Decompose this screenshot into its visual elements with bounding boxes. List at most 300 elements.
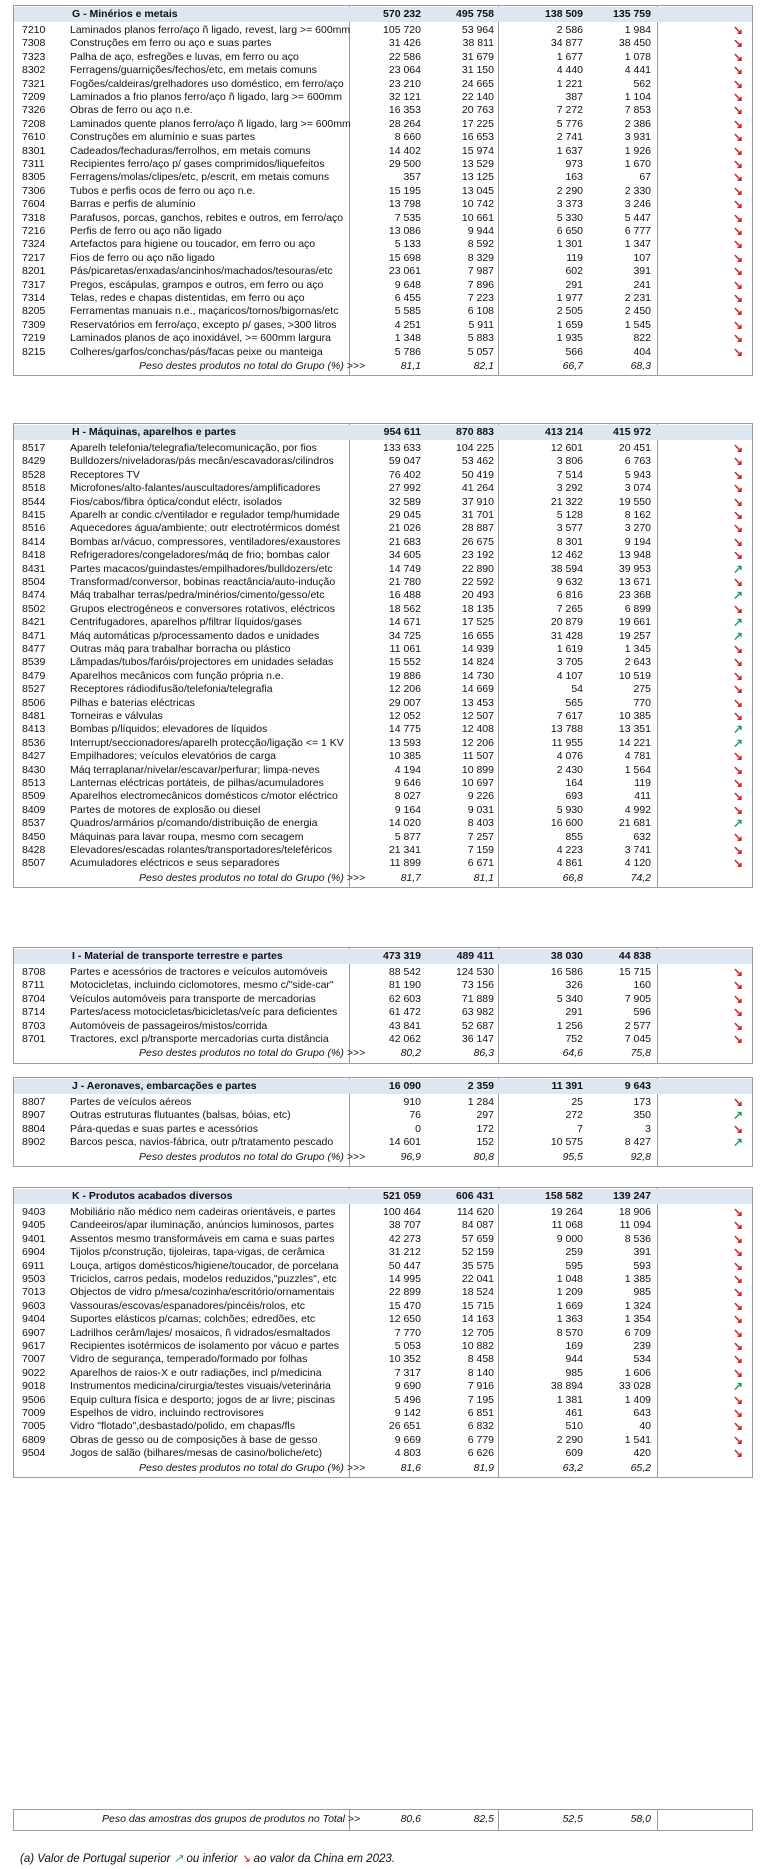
value-cell: 21 322	[550, 495, 583, 508]
product-code: 9405	[22, 1219, 46, 1232]
value-cell: 239	[633, 1340, 651, 1352]
table-row	[14, 1340, 752, 1353]
table-row	[14, 346, 752, 359]
product-code: 8415	[22, 509, 46, 521]
table-row	[14, 1353, 752, 1366]
product-description: Tubos e perfis ocos de ferro ou aço n.e.	[70, 184, 256, 197]
value-cell: 1 324	[624, 1299, 651, 1312]
value-cell: 10 697	[461, 777, 494, 789]
section-header	[14, 1079, 752, 1094]
value-cell: 169	[565, 1340, 583, 1352]
value-cell: 3 373	[556, 198, 583, 211]
value-cell: 4 440	[556, 64, 583, 77]
value-cell: 33 028	[618, 1380, 651, 1393]
product-description: Aparelhos electromecânicos domésticos c/motor eléctrico	[70, 790, 338, 803]
arrow-down-icon: ↘	[733, 1032, 744, 1046]
value-cell: 164	[565, 777, 583, 789]
value-cell: 16 586	[550, 966, 583, 978]
value-cell: 16 488	[388, 589, 421, 602]
value-cell: 14 939	[461, 643, 494, 655]
group-share-value: 81,9	[473, 1461, 494, 1474]
value-cell: 13 045	[461, 184, 494, 197]
value-cell: 62 603	[388, 992, 421, 1005]
table-row	[14, 589, 752, 602]
arrow-down-icon: ↘	[733, 90, 744, 104]
table-row	[14, 603, 752, 616]
product-code: 7324	[22, 238, 46, 251]
section-title: G - Minérios e metais	[72, 8, 178, 20]
value-cell: 1 048	[556, 1273, 583, 1285]
table-row	[14, 710, 752, 723]
value-cell: 2 430	[556, 763, 583, 776]
value-cell: 9 031	[467, 803, 494, 816]
value-cell: 2 577	[624, 1019, 651, 1032]
value-cell: 259	[565, 1246, 583, 1259]
value-cell: 7 916	[467, 1380, 494, 1393]
table-row	[14, 198, 752, 211]
value-cell: 13 788	[550, 723, 583, 736]
value-cell: 595	[565, 1259, 583, 1272]
product-code: 8481	[22, 710, 46, 722]
value-cell: 1 409	[624, 1393, 651, 1406]
group-share-value: 92,8	[630, 1150, 651, 1163]
value-cell: 693	[565, 790, 583, 803]
value-cell: 3 246	[624, 198, 651, 211]
arrow-down-icon: ↘	[733, 23, 744, 37]
group-share-value: 81,7	[400, 871, 421, 884]
value-cell: 22 899	[388, 1286, 421, 1299]
value-cell: 1 984	[624, 24, 651, 36]
table-row	[14, 697, 752, 710]
table-row	[14, 1123, 752, 1136]
arrow-down-icon: ↘	[240, 1853, 251, 1865]
value-cell: 19 550	[618, 495, 651, 508]
arrow-down-icon: ↘	[733, 304, 744, 319]
value-cell: 15 698	[388, 251, 421, 264]
group-share-value: 81,1	[473, 871, 494, 884]
product-code: 8902	[22, 1136, 46, 1149]
value-cell: 3 292	[556, 482, 583, 495]
value-cell: 1 619	[556, 643, 583, 655]
value-cell: 119	[566, 251, 583, 264]
product-code: 8516	[22, 522, 46, 535]
arrow-down-icon: ↘	[733, 183, 744, 198]
section-I	[13, 947, 753, 1064]
product-description: Fogões/caldeiras/grelhadores uso doméstico, em ferro/aço	[70, 77, 344, 90]
table-row	[14, 764, 752, 777]
arrow-down-icon: ↘	[733, 1446, 744, 1461]
value-cell: 4 076	[556, 750, 583, 763]
value-cell: 35 575	[461, 1259, 494, 1272]
table-row	[14, 1327, 752, 1340]
arrow-down-icon: ↘	[733, 36, 744, 51]
table-row	[14, 332, 752, 345]
product-description: Suportes elásticos p/camas; colchões; edredões, etc	[70, 1313, 316, 1326]
value-cell: 7 272	[556, 104, 583, 117]
table-row	[14, 563, 752, 576]
product-code: 9404	[22, 1313, 46, 1326]
section-H	[13, 423, 753, 888]
product-code: 8205	[22, 305, 46, 318]
product-code: 7326	[22, 104, 46, 117]
section-total: 870 883	[456, 426, 494, 438]
value-cell: 16 600	[550, 817, 583, 830]
value-cell: 42 062	[388, 1033, 421, 1045]
product-description: Equip cultura física e desporto; jogos de ar livre; piscinas	[70, 1393, 335, 1406]
table-row	[14, 993, 752, 1006]
product-description: Partes/acess motocicletas/bicicletas/veíc para deficientes	[70, 1006, 338, 1019]
product-description: Laminados a frio planos ferro/aço ñ ligado, larg >= 600mm	[70, 91, 342, 103]
value-cell: 21 780	[388, 576, 421, 588]
section-total: 495 758	[456, 8, 494, 20]
value-cell: 43 841	[388, 1019, 421, 1032]
product-code: 8509	[22, 790, 46, 803]
product-description: Mobiliário não médico nem cadeiras orientáveis, e partes	[70, 1206, 336, 1218]
value-cell: 124 530	[456, 966, 494, 978]
table-row	[14, 131, 752, 144]
product-code: 7323	[22, 50, 46, 63]
value-cell: 20 451	[618, 442, 651, 454]
table-row	[14, 252, 752, 265]
value-cell: 1 284	[467, 1096, 494, 1108]
arrow-down-icon: ↘	[733, 789, 744, 804]
product-code: 9503	[22, 1273, 46, 1285]
value-cell: 53 462	[461, 455, 494, 468]
product-code: 8428	[22, 844, 46, 856]
arrow-down-icon: ↘	[733, 749, 744, 764]
product-description: Recipientes ferro/aço p/ gases comprimidos/liquefeitos	[70, 158, 325, 170]
footnote	[20, 1851, 395, 1865]
arrow-down-icon: ↘	[733, 843, 744, 857]
product-code: 6809	[22, 1433, 46, 1446]
value-cell: 562	[633, 77, 651, 90]
product-code: 8421	[22, 616, 46, 629]
section-total: 158 582	[545, 1190, 583, 1202]
value-cell: 5 330	[556, 211, 583, 224]
value-cell: 9 648	[394, 278, 421, 291]
arrow-down-icon: ↘	[733, 481, 744, 496]
arrow-down-icon: ↘	[733, 1419, 744, 1434]
value-cell: 14 163	[461, 1313, 494, 1326]
value-cell: 5 911	[468, 318, 494, 331]
value-cell: 2 505	[556, 305, 583, 318]
value-cell: 1 670	[624, 158, 651, 170]
value-cell: 9 669	[394, 1433, 421, 1446]
value-cell: 8 592	[467, 238, 494, 251]
value-cell: 1 348	[394, 332, 421, 345]
value-cell: 461	[565, 1407, 583, 1419]
value-cell: 59 047	[388, 455, 421, 468]
value-cell: 6 108	[467, 305, 494, 318]
value-cell: 770	[633, 696, 651, 709]
value-cell: 4 223	[556, 844, 583, 856]
value-cell: 50 447	[388, 1259, 421, 1272]
value-cell: 5 128	[556, 509, 583, 521]
product-description: Vassouras/escovas/espanadores/pincéis/rolos, etc	[70, 1299, 306, 1312]
value-cell: 643	[633, 1407, 651, 1419]
value-cell: 16 653	[461, 131, 494, 144]
table-row	[14, 683, 752, 696]
arrow-up-icon: ↗	[733, 1135, 744, 1150]
value-cell: 6 671	[467, 857, 494, 870]
value-cell: 1 926	[624, 144, 651, 157]
value-cell: 2 330	[624, 184, 651, 197]
section-total: 135 759	[613, 8, 651, 20]
value-cell: 14 221	[618, 736, 651, 749]
value-cell: 38 450	[618, 37, 651, 50]
product-code: 8804	[22, 1122, 46, 1135]
arrow-down-icon: ↘	[733, 1392, 744, 1407]
value-cell: 275	[633, 683, 651, 696]
value-cell: 8 027	[394, 790, 421, 803]
product-description: Assentos mesmo transformáveis em cama e suas partes	[70, 1232, 335, 1245]
value-cell: 2 450	[624, 305, 651, 318]
product-code: 8517	[22, 442, 46, 454]
table-row	[14, 522, 752, 535]
product-description: Ferragens/guarnições/fechos/etc, em metais comuns	[70, 64, 317, 77]
value-cell: 6 851	[467, 1407, 494, 1419]
value-cell: 38 811	[462, 37, 494, 50]
product-code: 8704	[22, 992, 46, 1005]
arrow-down-icon: ↘	[733, 668, 744, 683]
table-row	[14, 670, 752, 683]
value-cell: 10 385	[618, 710, 651, 722]
value-cell: 391	[633, 1246, 651, 1259]
value-cell: 391	[633, 265, 651, 278]
arrow-down-icon: ↘	[733, 1352, 744, 1367]
product-description: Triciclos, carros pedais, modelos reduzidos,"puzzles", etc	[70, 1273, 337, 1285]
arrow-down-icon: ↘	[733, 1312, 744, 1327]
value-cell: 8 301	[556, 535, 583, 548]
arrow-down-icon: ↘	[733, 116, 744, 131]
product-description: Aparelh ar condic c/ventilador e regulador temp/humidade	[70, 509, 340, 521]
product-description: Transformad/conversor, bobinas reactância/auto-indução	[70, 576, 336, 588]
group-share-label: Peso destes produtos no total do Grupo (%) >>>	[139, 1047, 366, 1060]
value-cell: 13 948	[618, 549, 651, 562]
product-code: 8807	[22, 1096, 46, 1108]
value-cell: 1 935	[556, 332, 583, 345]
product-description: Cadeados/fechaduras/ferrolhos, em metais comuns	[70, 144, 311, 157]
product-description: Palha de aço, esfregões e luvas, em ferro ou aço	[70, 50, 299, 63]
value-cell: 7 770	[394, 1326, 421, 1339]
arrow-down-icon: ↘	[733, 130, 744, 145]
product-code: 7219	[22, 332, 46, 345]
value-cell: 1 545	[624, 318, 651, 331]
table-row	[14, 844, 752, 857]
value-cell: 14 671	[388, 616, 421, 629]
footnote-suffix: ao valor da China em 2023.	[253, 1853, 395, 1865]
value-cell: 1 221	[556, 77, 583, 90]
product-description: Elevadores/escadas rolantes/transportadores/teleféricos	[70, 844, 333, 856]
arrow-down-icon: ↘	[733, 1325, 744, 1340]
value-cell: 5 883	[467, 332, 494, 345]
table-row	[14, 737, 752, 750]
value-cell: 7 195	[467, 1393, 494, 1406]
value-cell: 29 007	[388, 696, 421, 709]
table-row	[14, 1006, 752, 1019]
value-cell: 15 715	[618, 966, 651, 978]
product-code: 8537	[22, 817, 46, 830]
value-cell: 17 525	[461, 616, 494, 629]
table-row	[14, 185, 752, 198]
section-total: 489 411	[456, 950, 494, 962]
value-cell: 5 133	[394, 238, 421, 251]
value-cell: 34 725	[388, 629, 421, 642]
value-cell: 5 447	[624, 211, 651, 224]
arrow-down-icon: ↘	[733, 1095, 744, 1109]
group-share-value: 80,2	[400, 1047, 421, 1060]
group-share-value: 66,7	[562, 360, 583, 372]
value-cell: 22 586	[388, 50, 421, 63]
table-row	[14, 1300, 752, 1313]
value-cell: 42 273	[388, 1232, 421, 1245]
value-cell: 73 156	[461, 979, 494, 992]
product-code: 8507	[22, 857, 46, 870]
value-cell: 21 681	[618, 817, 651, 830]
group-share-row	[14, 872, 752, 885]
product-description: Automóveis de passageiros/mistos/corrida	[70, 1019, 268, 1032]
group-share-row	[14, 1047, 752, 1060]
value-cell: 5 340	[556, 992, 583, 1005]
product-description: Receptores rádiodifusão/telefonia/telegrafia	[70, 683, 273, 696]
sample-share-value: 82,5	[473, 1813, 494, 1825]
value-cell: 14 995	[388, 1273, 421, 1285]
value-cell: 76	[409, 1109, 421, 1122]
value-cell: 609	[565, 1447, 583, 1460]
value-cell: 28 887	[461, 522, 494, 535]
arrow-down-icon: ↘	[733, 331, 744, 346]
arrow-up-icon: ↗	[733, 588, 744, 603]
value-cell: 119	[634, 777, 651, 789]
value-cell: 350	[633, 1109, 651, 1122]
group-share-value: 75,8	[630, 1047, 651, 1060]
value-cell: 52 687	[461, 1019, 494, 1032]
value-cell: 5 585	[394, 305, 421, 318]
value-cell: 10 352	[388, 1353, 421, 1366]
product-code: 7309	[22, 318, 46, 331]
value-cell: 1 345	[624, 643, 651, 655]
product-code: 8539	[22, 656, 46, 669]
value-cell: 4 194	[394, 763, 421, 776]
value-cell: 14 020	[388, 817, 421, 830]
value-cell: 19 264	[550, 1206, 583, 1218]
product-description: Parafusos, porcas, ganchos, rebites e outros, em ferro/aço	[70, 211, 344, 224]
arrow-down-icon: ↘	[733, 1339, 744, 1353]
product-code: 9403	[22, 1206, 46, 1218]
product-code: 8907	[22, 1109, 46, 1122]
arrow-down-icon: ↘	[733, 762, 744, 777]
value-cell: 12 507	[461, 710, 494, 722]
value-cell: 387	[565, 91, 583, 103]
table-row	[14, 723, 752, 736]
value-cell: 12 705	[461, 1326, 494, 1339]
product-code: 7209	[22, 91, 46, 103]
product-description: Barcos pesca, navios-fábrica, outr p/tratamento pescado	[70, 1136, 334, 1149]
product-code: 8305	[22, 171, 46, 184]
value-cell: 11 061	[389, 643, 421, 655]
value-cell: 23 061	[388, 265, 421, 278]
value-cell: 1 078	[624, 50, 651, 63]
value-cell: 16 655	[461, 629, 494, 642]
section-total: 16 090	[388, 1080, 421, 1092]
value-cell: 7 514	[556, 468, 583, 481]
value-cell: 15 974	[461, 144, 494, 157]
product-description: Motocicletas, incluindo ciclomotores, mesmo c/"side-car"	[70, 979, 334, 992]
value-cell: 114 620	[456, 1206, 494, 1218]
value-cell: 14 601	[388, 1136, 421, 1149]
arrow-down-icon: ↘	[733, 441, 744, 455]
value-cell: 160	[633, 979, 651, 992]
value-cell: 22 890	[461, 562, 494, 575]
arrow-down-icon: ↘	[733, 776, 744, 790]
table-row	[14, 1219, 752, 1232]
value-cell: 11 899	[389, 857, 421, 870]
arrow-down-icon: ↘	[733, 965, 744, 979]
table-row	[14, 1313, 752, 1326]
table-row	[14, 104, 752, 117]
value-cell: 22 041	[461, 1273, 494, 1285]
arrow-down-icon: ↘	[733, 49, 744, 64]
product-code: 9018	[22, 1380, 46, 1393]
value-cell: 15 470	[388, 1299, 421, 1312]
value-cell: 4 107	[556, 669, 583, 682]
section-header	[14, 7, 752, 22]
group-share-row	[14, 360, 752, 373]
value-cell: 4 441	[624, 64, 651, 77]
arrow-down-icon: ↘	[733, 508, 744, 522]
value-cell: 411	[634, 790, 651, 803]
arrow-down-icon: ↘	[733, 1005, 744, 1020]
value-cell: 6 832	[467, 1420, 494, 1433]
section-header	[14, 1189, 752, 1204]
table-row	[14, 482, 752, 495]
table-row	[14, 1420, 752, 1433]
value-cell: 22 592	[461, 576, 494, 588]
product-description: Aquecedores água/ambiente; outr electrotérmicos domést	[70, 522, 340, 535]
product-description: Partes de motores de explosão ou diesel	[70, 803, 261, 816]
product-description: Fios de ferro ou aço não ligado	[70, 251, 215, 264]
value-cell: 6 899	[624, 602, 651, 615]
value-cell: 16 353	[388, 104, 421, 117]
value-cell: 88 542	[388, 966, 421, 978]
product-description: Pás/picaretas/enxadas/ancinhos/machados/tesouras/etc	[70, 265, 333, 278]
product-description: Pilhas e baterias eléctricas	[70, 696, 195, 709]
arrow-down-icon: ↘	[733, 1205, 744, 1219]
value-cell: 8 329	[467, 251, 494, 264]
value-cell: 19 661	[618, 616, 651, 629]
value-cell: 297	[476, 1109, 494, 1122]
value-cell: 37 910	[461, 495, 494, 508]
table-row	[14, 509, 752, 522]
product-description: Objectos de vidro p/mesa/cozinha/escritório/ornamentais	[70, 1286, 335, 1299]
value-cell: 4 992	[624, 803, 651, 816]
group-share-value: 81,1	[400, 360, 421, 372]
product-description: Outras máq para trabalhar borracha ou plástico	[70, 643, 291, 655]
value-cell: 100 464	[383, 1206, 421, 1218]
value-cell: 25	[571, 1096, 583, 1108]
arrow-down-icon: ↘	[733, 1406, 744, 1420]
value-cell: 84 087	[461, 1219, 494, 1232]
table-row	[14, 777, 752, 790]
table-row	[14, 750, 752, 763]
value-cell: 14 730	[461, 669, 494, 682]
product-code: 8431	[22, 562, 46, 575]
value-cell: 10 882	[461, 1340, 494, 1352]
value-cell: 3 806	[556, 455, 583, 468]
value-cell: 50 419	[461, 468, 494, 481]
value-cell: 2 231	[624, 292, 651, 304]
group-share-value: 81,6	[400, 1461, 421, 1474]
